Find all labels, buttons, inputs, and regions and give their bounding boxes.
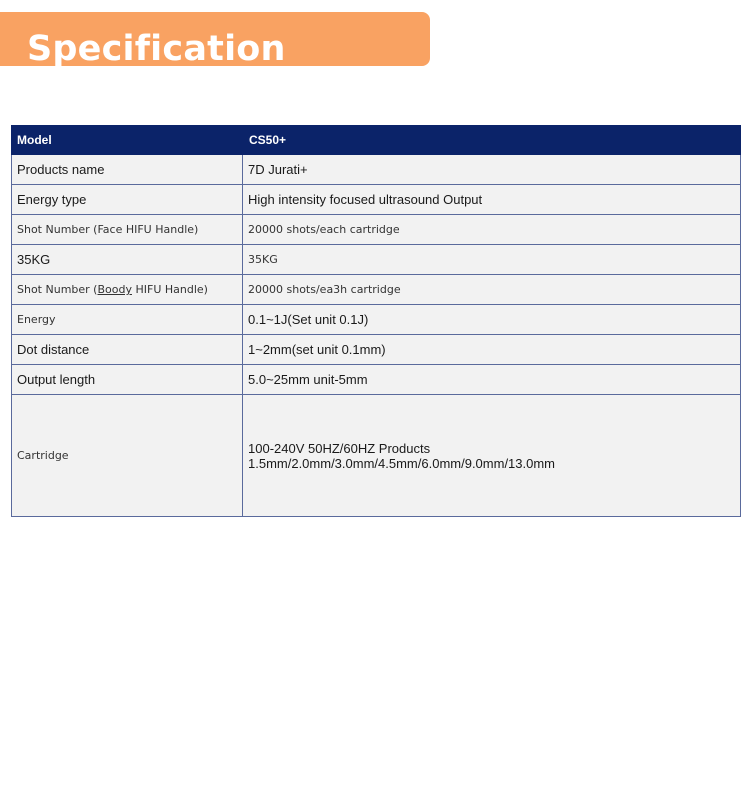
row-label: Dot distance: [12, 335, 243, 365]
row-label-suffix: HIFU Handle): [131, 283, 208, 296]
row-label: 35KG: [12, 245, 243, 275]
row-label: Products name: [12, 155, 243, 185]
table-row: [12, 155, 741, 185]
column-header-model-value: CS50+: [243, 126, 741, 155]
table-row: [12, 335, 741, 365]
row-value: 35KG: [243, 245, 741, 275]
row-label: Energy: [12, 305, 243, 335]
row-value: High intensity focused ultrasound Output: [243, 185, 741, 215]
row-value: 1~2mm(set unit 0.1mm): [243, 335, 741, 365]
row-label: Energy type: [12, 185, 243, 215]
row-value: 5.0~25mm unit-5mm: [243, 365, 741, 395]
row-label-prefix: Shot Number (: [17, 283, 98, 296]
page-title: Specification: [27, 29, 286, 69]
table-row: [12, 185, 741, 215]
specification-table: [11, 125, 741, 517]
row-value: 20000 shots/ea3h cartridge: [243, 275, 741, 305]
row-value: 0.1~1J(Set unit 0.1J): [243, 305, 741, 335]
row-value-line2: 1.5mm/2.0mm/3.0mm/4.5mm/6.0mm/9.0mm/13.0mm: [248, 455, 556, 471]
row-value: 20000 shots/each cartridge: [243, 215, 741, 245]
table-row: [12, 395, 741, 517]
row-label: [12, 275, 243, 305]
table-row: [12, 245, 741, 275]
column-header-model: Model: [12, 126, 243, 155]
table-row: [12, 305, 741, 335]
row-value: [243, 395, 741, 517]
row-value: 7D Jurati+: [243, 155, 741, 185]
title-banner: [0, 12, 430, 69]
row-label-underlined: Boody: [97, 283, 132, 296]
row-label: Output length: [12, 365, 243, 395]
table-row: [12, 365, 741, 395]
table-row: [12, 215, 741, 245]
row-label: Shot Number (Face HIFU Handle): [12, 215, 243, 245]
row-value-line1: 100-240V 50HZ/60HZ Products: [248, 440, 431, 456]
row-label: Cartridge: [12, 395, 243, 517]
table-header-row: [12, 126, 741, 155]
table-row: [12, 275, 741, 305]
